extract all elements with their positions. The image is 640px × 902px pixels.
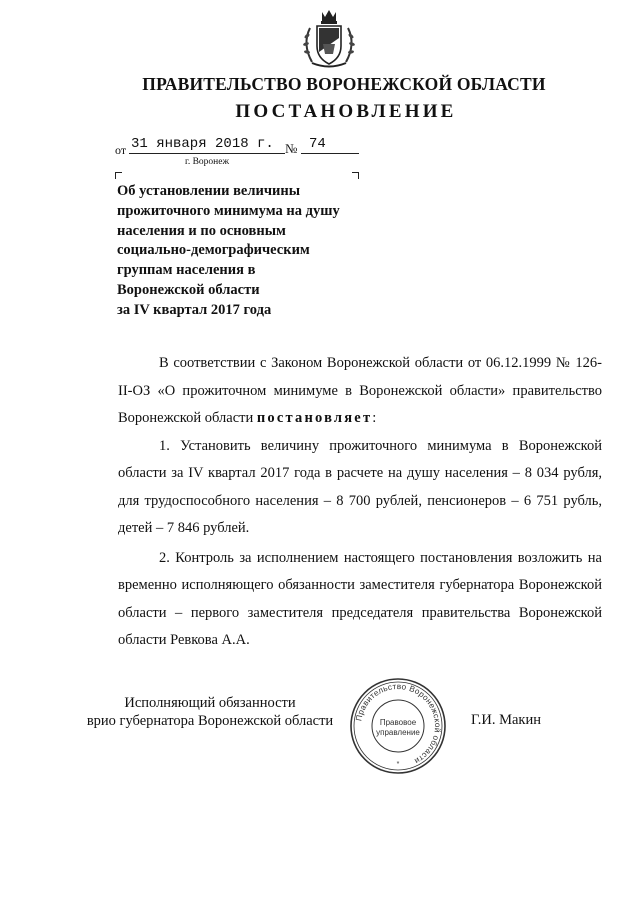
coat-of-arms-emblem bbox=[298, 8, 360, 72]
subject-line: группам населения в bbox=[117, 262, 256, 279]
position-line-1: Исполняющий обязанности bbox=[124, 695, 296, 711]
official-stamp-seal bbox=[348, 676, 448, 776]
item-1-paragraph: 1. Установить величину прожиточного минимума в Воронежской области за IV квартал 2017 года в расчете на душу населения – 8 034 рубля, для трудоспособного населения – 8 700 рублей, пенсионеров – 6 751 рубль, детей – 7 846 рублей. bbox=[118, 437, 602, 536]
decree-word: постановляет bbox=[256, 410, 373, 426]
svg-text:*: * bbox=[396, 761, 400, 768]
position-line-2: врио губернатора Воронежской области bbox=[86, 713, 334, 729]
svg-text:управление: управление bbox=[376, 728, 420, 737]
government-title: ПРАВИТЕЛЬСТВО ВОРОНЕЖСКОЙ ОБЛАСТИ bbox=[142, 74, 546, 94]
svg-text:Правовое: Правовое bbox=[379, 718, 417, 727]
document-number: 74 bbox=[301, 136, 359, 154]
signatory-name: Г.И. Макин bbox=[471, 712, 541, 728]
document-body bbox=[118, 350, 602, 655]
number-label: № bbox=[285, 141, 298, 156]
subject-line: населения и по основным bbox=[117, 222, 286, 239]
city-label: г. Воронеж bbox=[185, 157, 230, 167]
intro-text: В соответствии с Законом Воронежской области от 06.12.1999 № 126-II-ОЗ «О прожиточном минимуме в Воронежской области» правительство Воронежской области bbox=[118, 355, 602, 426]
document-date: 31 января 2018 г. bbox=[129, 136, 285, 154]
subject-line: социально-демографическим bbox=[117, 242, 310, 259]
subject-line: Воронежской области bbox=[117, 281, 260, 298]
subject-corner-left bbox=[115, 172, 122, 179]
intro-paragraph bbox=[118, 350, 602, 433]
subject-line: за IV квартал 2017 года bbox=[117, 301, 272, 318]
subject-line: Об установлении величины bbox=[117, 183, 301, 199]
date-from-label: от bbox=[115, 143, 127, 157]
subject-line: прожиточного минимума на душу bbox=[117, 202, 340, 219]
document-subject bbox=[117, 182, 367, 321]
document-type-title: ПОСТАНОВЛЕНИЕ bbox=[235, 101, 457, 122]
item-2-paragraph: 2. Контроль за исполнением настоящего постановления возложить на временно исполняющего обязанности заместителя губернатора Воронежской области – первого заместителя председателя правительства Воронежской области Ревкова А.А. bbox=[118, 549, 602, 648]
date-number-line bbox=[115, 136, 365, 172]
decree-colon: : bbox=[372, 410, 377, 426]
signatory-position bbox=[80, 694, 340, 730]
subject-corner-right bbox=[352, 172, 359, 179]
svg-text:Правительство Воронежской обла: Правительство Воронежской области bbox=[354, 681, 443, 766]
